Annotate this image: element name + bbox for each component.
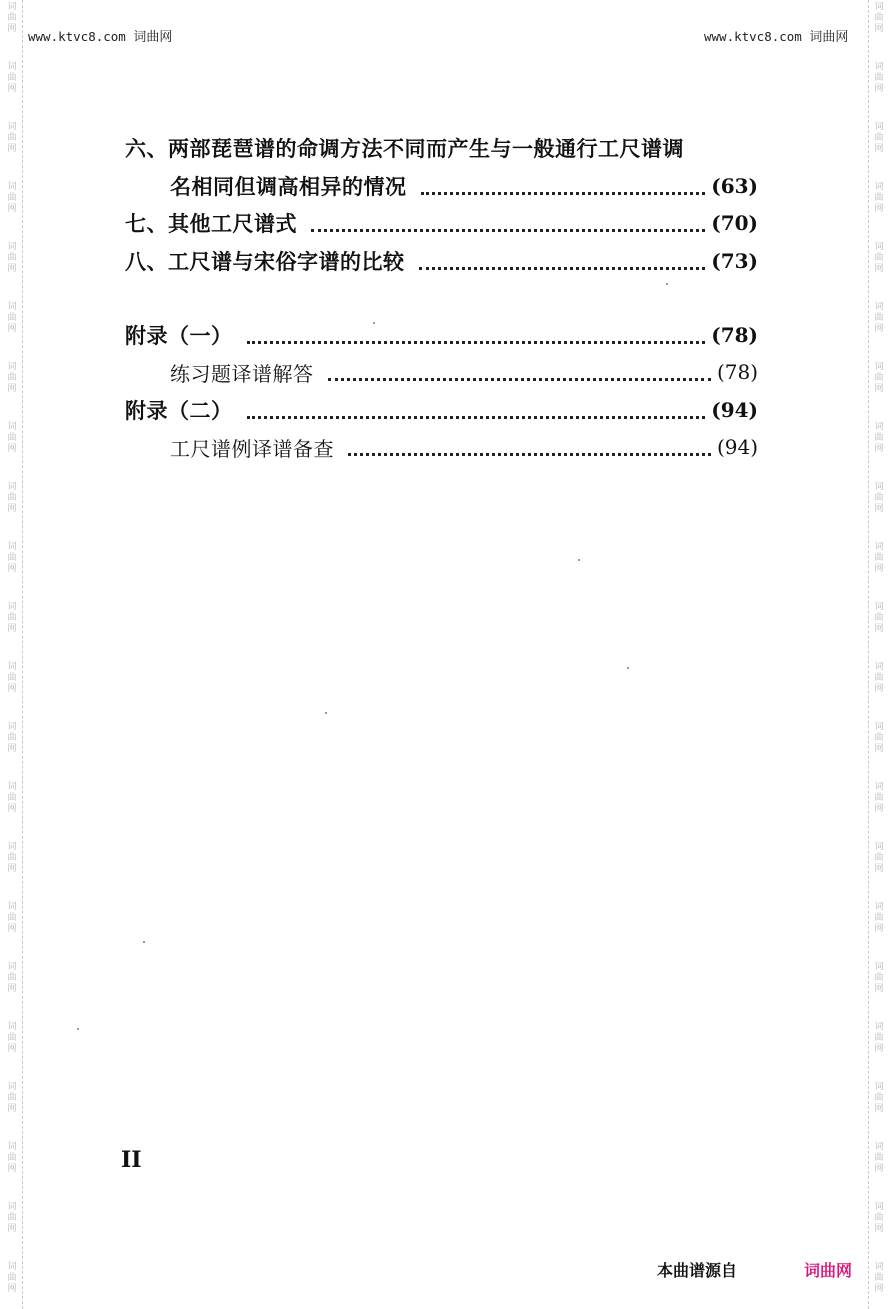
toc-entry-appendix: 附录（一） (78) [125, 323, 758, 348]
watermark-block: 词 曲 网 [874, 1022, 884, 1054]
watermark-block: 词 曲 网 [874, 902, 884, 934]
toc-entry-appendix: 附录（二） (94) [125, 398, 758, 423]
toc-entry: 练习题译谱解答 (78) [170, 360, 758, 386]
toc-page-number: (70) [711, 211, 758, 235]
watermark-block: 词 曲 网 [874, 2, 884, 34]
toc-entry: 七、其他工尺谱式 (70) [125, 211, 758, 236]
watermark-block: 词 曲 网 [874, 842, 884, 874]
dot-leader [419, 265, 706, 270]
toc-entry: 工尺谱例译谱备查 (94) [170, 435, 758, 461]
dot-leader [421, 190, 706, 195]
toc-entry: 名相同但调高相异的情况 (63) [170, 174, 758, 199]
watermark-block: 词 曲 网 [7, 962, 17, 994]
watermark-block: 词 曲 网 [7, 902, 17, 934]
watermark-block: 词 曲 网 [7, 422, 17, 454]
right-watermark-strip [868, 0, 889, 1309]
watermark-block: 词 曲 网 [7, 302, 17, 334]
watermark-block: 词 曲 网 [7, 482, 17, 514]
header-url-right[interactable]: www.ktvc8.com 词曲网 [704, 29, 849, 45]
header-url-left[interactable]: www.ktvc8.com 词曲网 [28, 29, 173, 45]
scan-speck [143, 941, 145, 943]
toc-page-number: (94) [711, 398, 758, 422]
footer-source-text: 本曲谱源自 [657, 1261, 738, 1280]
watermark-block: 词 曲 网 [7, 722, 17, 754]
watermark-block: 词 曲 网 [7, 1202, 17, 1234]
toc-page-number: (63) [711, 174, 758, 198]
watermark-block: 词 曲 网 [7, 662, 17, 694]
scan-speck [666, 283, 668, 285]
watermark-block: 词 曲 网 [874, 962, 884, 994]
dot-leader [247, 414, 706, 419]
watermark-block: 词 曲 网 [874, 1082, 884, 1114]
watermark-block: 词 曲 网 [7, 242, 17, 274]
scan-speck [578, 559, 580, 561]
left-watermark-strip [2, 0, 23, 1309]
watermark-block: 词 曲 网 [874, 122, 884, 154]
watermark-block: 词 曲 网 [874, 182, 884, 214]
watermark-block: 词 曲 网 [7, 62, 17, 94]
toc-page-number: (78) [716, 360, 758, 384]
toc-page-number: (94) [716, 435, 758, 459]
watermark-block: 词 曲 网 [7, 542, 17, 574]
watermark-block: 词 曲 网 [7, 2, 17, 34]
watermark-block: 词 曲 网 [874, 662, 884, 694]
scan-speck [77, 1028, 79, 1030]
watermark-block: 词 曲 网 [7, 182, 17, 214]
toc-entry: 六、两部琵琶谱的命调方法不同而产生与一般通行工尺谱调 [125, 136, 684, 161]
watermark-block: 词 曲 网 [7, 1142, 17, 1174]
footer-brand-link[interactable]: 词曲网 [804, 1261, 853, 1280]
scan-speck [325, 712, 327, 714]
watermark-block: 词 曲 网 [7, 602, 17, 634]
watermark-block: 词 曲 网 [874, 782, 884, 814]
page-folio: II [121, 1147, 142, 1173]
watermark-block: 词 曲 网 [7, 362, 17, 394]
watermark-block: 词 曲 网 [7, 122, 17, 154]
watermark-block: 词 曲 网 [7, 1082, 17, 1114]
watermark-block: 词 曲 网 [874, 482, 884, 514]
dot-leader [348, 451, 711, 456]
toc-entry: 八、工尺谱与宋俗字谱的比较 (73) [125, 249, 758, 274]
watermark-block: 词 曲 网 [874, 542, 884, 574]
watermark-block: 词 曲 网 [7, 782, 17, 814]
dot-leader [247, 339, 706, 344]
watermark-block: 词 曲 网 [7, 1262, 17, 1294]
watermark-block: 词 曲 网 [874, 1262, 884, 1294]
watermark-block: 词 曲 网 [874, 602, 884, 634]
dot-leader [311, 227, 705, 232]
watermark-block: 词 曲 网 [874, 62, 884, 94]
watermark-block: 词 曲 网 [874, 1142, 884, 1174]
watermark-block: 词 曲 网 [874, 722, 884, 754]
watermark-block: 词 曲 网 [7, 1022, 17, 1054]
toc-page-number: (73) [711, 249, 758, 273]
watermark-block: 词 曲 网 [874, 362, 884, 394]
watermark-block: 词 曲 网 [874, 242, 884, 274]
scan-speck [373, 322, 375, 324]
watermark-block: 词 曲 网 [874, 302, 884, 334]
watermark-block: 词 曲 网 [874, 422, 884, 454]
scan-speck [627, 667, 629, 669]
dot-leader [328, 376, 711, 381]
watermark-block: 词 曲 网 [7, 842, 17, 874]
watermark-block: 词 曲 网 [874, 1202, 884, 1234]
toc-page-number: (78) [711, 323, 758, 347]
